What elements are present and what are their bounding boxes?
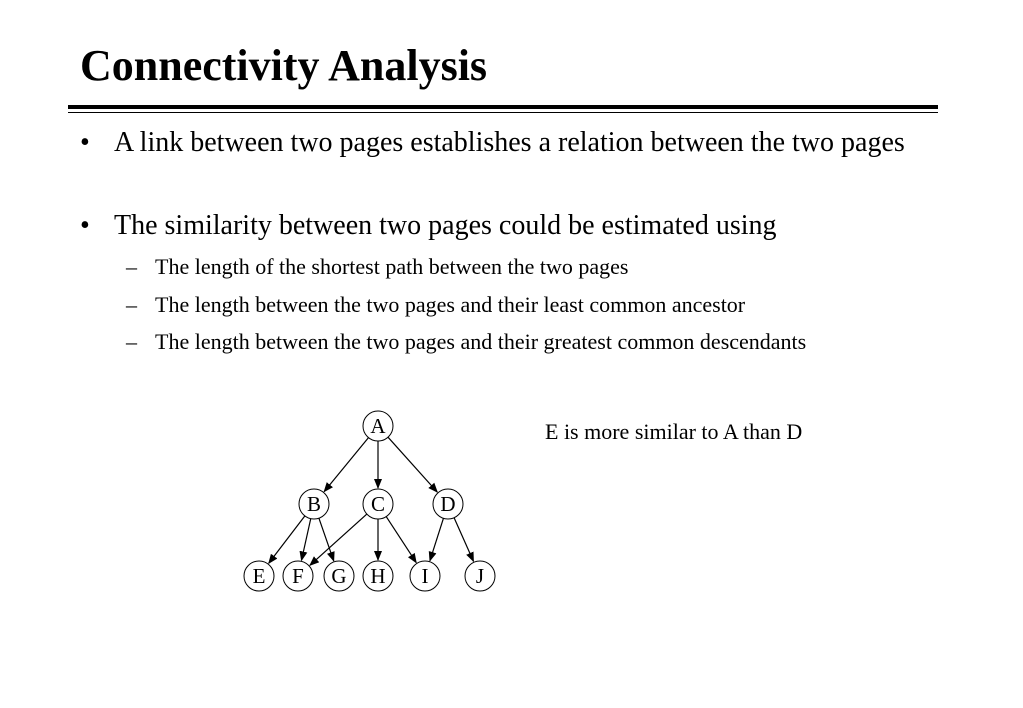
similarity-note: E is more similar to A than D [545, 419, 803, 444]
node-e [244, 561, 274, 591]
sub-text: The length between the two pages and their greatest common descendants [155, 329, 807, 354]
node-label: E [252, 564, 266, 588]
node-i [410, 561, 440, 591]
node-c [363, 489, 393, 519]
node-label: G [331, 564, 347, 588]
node-d [433, 489, 463, 519]
node-label: B [306, 492, 322, 516]
edge-a-b [324, 438, 368, 492]
sub-text: The length of the shortest path between the two pages [155, 254, 629, 279]
node-a [363, 411, 393, 441]
node-label: C [370, 492, 386, 516]
node-g [324, 561, 354, 591]
node-h [363, 561, 393, 591]
node-f [283, 561, 313, 591]
edge-c-f [310, 514, 367, 565]
node-b [299, 489, 329, 519]
sub-text: The length between the two pages and their least common ancestor [155, 292, 746, 317]
sub-marker: – [126, 292, 137, 317]
graph-nodes [244, 411, 495, 591]
node-label: I [421, 564, 429, 588]
node-label: J [475, 564, 485, 588]
edge-d-i [430, 518, 444, 560]
bullet-text: A link between two pages establishes a relation between the two pages [114, 127, 905, 158]
node-label: H [370, 564, 386, 588]
node-label: D [440, 492, 456, 516]
edge-d-j [454, 518, 473, 562]
node-label: A [370, 414, 386, 438]
sub-marker: – [126, 254, 137, 279]
slide-title: Connectivity Analysis [80, 41, 488, 90]
sub-marker: – [126, 329, 137, 354]
node-j [465, 561, 495, 591]
node-label: F [292, 564, 304, 588]
bullet-text: The similarity between two pages could be estimated using [114, 210, 777, 241]
bullet-marker: • [80, 210, 90, 241]
edge-c-i [386, 517, 416, 563]
edge-b-f [301, 519, 310, 561]
edge-a-d [388, 437, 437, 492]
bullet-marker: • [80, 127, 90, 158]
edge-b-e [269, 516, 305, 563]
